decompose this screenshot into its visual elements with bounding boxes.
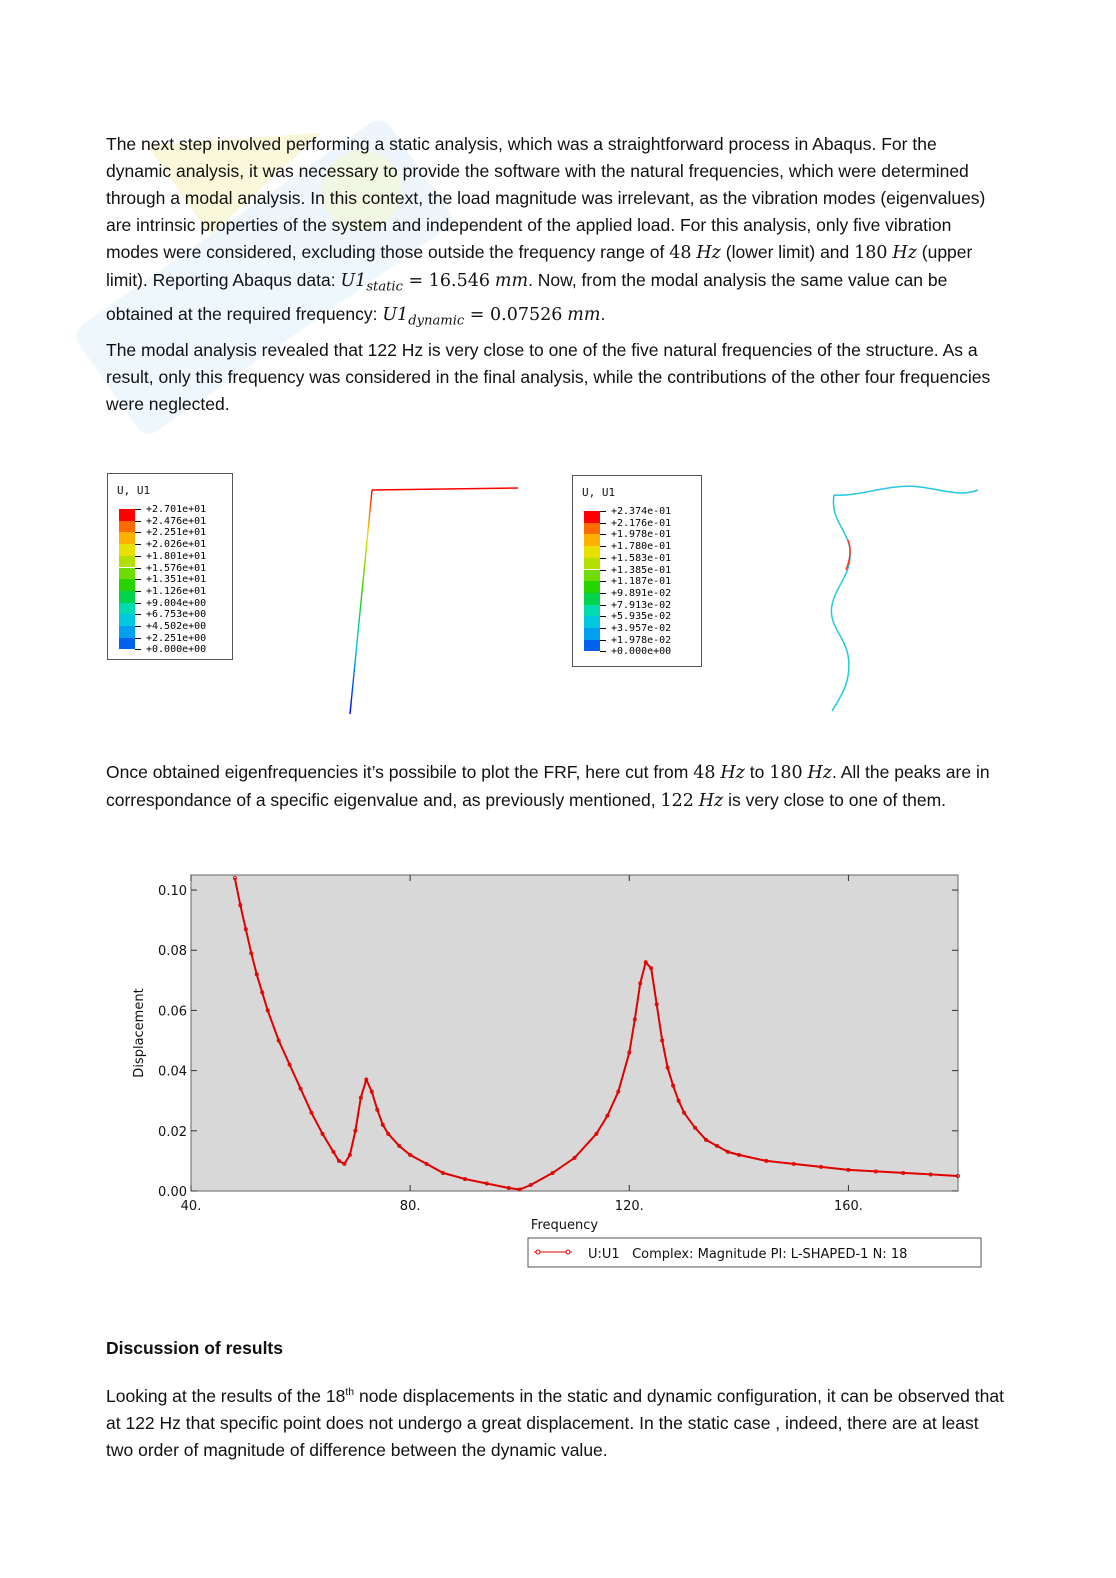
x-axis-label: Frequency	[530, 1218, 599, 1233]
legend-static-title: U, U1	[117, 484, 151, 497]
paragraph-static-analysis: The next step involved performing a static analysis, which was a straightforward process in Abaqus. For the dynamic analysis, it was necessary to provide the software with the natural frequencies, which were determined through a modal analysis. In this context, the load magnitude was irrelevant, as the vibration modes (eigenvalues) are intrinsic properties of the system and independent of the applied load. For this analysis, only five vibration modes were considered, excluding those outside the frequency range of 48 Hz (lower limit) and 180 Hz (upper limit). Reporting Abaqus data: $U1_{static} = 16.546$ mm. Now, from the modal analysis the same value can be obtained at the required frequency: $U1_{dynamic} = 0.07526$ mm.	[106, 134, 986, 328]
colorbar-label: +5.935e-02	[611, 611, 672, 623]
section-title: Discussion of results	[106, 1338, 283, 1358]
colorbar-label: +1.351e+01	[146, 574, 207, 586]
colorbar-label: +1.126e+01	[146, 585, 207, 597]
colorbar-label: +2.374e-01	[611, 506, 672, 517]
colorbar-label: +0.000e+00	[611, 646, 672, 658]
x-tick-label: 160.	[833, 1199, 863, 1214]
colorbar-label: +9.004e+00	[146, 597, 207, 609]
colorbar-label: +2.701e+01	[146, 504, 207, 515]
colorbar-label: +2.026e+01	[146, 539, 207, 551]
colorbar-label: +2.476e+01	[146, 515, 207, 527]
y-tick-label: 0.10	[158, 884, 187, 900]
colorbar-label: +1.583e-01	[611, 552, 672, 564]
colorbar-label: +1.385e-01	[611, 564, 672, 576]
colorbar-label: +1.780e-01	[611, 541, 672, 553]
legend-label: U:U1 Complex: Magnitude PI: L-SHAPED-1 N: 18	[588, 1247, 908, 1262]
colorbar-label: +1.801e+01	[146, 550, 207, 562]
colorbar-label: +1.576e+01	[146, 562, 207, 574]
colorbar-label: +2.176e-01	[611, 517, 672, 529]
colorbar-label: +4.502e+00	[146, 621, 207, 632]
paragraph-modal-analysis: The modal analysis revealed that 122 Hz is very close to one of the five natural frequencies of the structure. As a result, only this frequency was considered in the final analysis, while the contributions of the other four frequencies were neglected.	[106, 340, 991, 414]
plot-area	[191, 875, 958, 1191]
colorbar-label: +2.251e+01	[146, 527, 207, 539]
colorbar-label: +1.978e-01	[611, 529, 672, 541]
y-tick-label: 0.08	[158, 944, 187, 960]
x-tick-label: 80.	[399, 1199, 421, 1214]
colorbar-label: +2.251e+00	[146, 632, 207, 644]
colorbar-label: +0.000e+00	[146, 644, 207, 656]
legend-swatch-marker	[566, 1250, 570, 1254]
colorbar-label: +6.753e+00	[146, 609, 207, 621]
paragraph-frf: Once obtained eigenfrequencies it’s possibile to plot the FRF, here cut from 48 Hz to 180 Hz. All the peaks are in correspondance of a specific eigenvalue and, as previously mentioned, 122 Hz is very close to one of them.	[106, 762, 990, 811]
y-tick-label: 0.04	[158, 1064, 187, 1080]
y-axis-label: Displacement	[132, 988, 147, 1078]
colorbar-label: +9.891e-02	[611, 587, 672, 599]
colorbar-label: +1.187e-01	[611, 576, 672, 588]
colorbar-label: +1.978e-02	[611, 634, 672, 646]
y-tick-label: 0.02	[158, 1124, 187, 1140]
y-tick-label: 0.06	[158, 1004, 187, 1020]
colorbar-label: +7.913e-02	[611, 599, 672, 611]
colorbar-label: +3.957e-02	[611, 623, 672, 634]
y-tick-label: 0.00	[158, 1185, 187, 1200]
legend-swatch-marker	[536, 1250, 540, 1254]
paragraph-discussion: Looking at the results of the 18th node displacements in the static and dynamic configuration, it can be observed that at 122 Hz that specific point does not undergo a great displacement. In the static case , indeed, there are at least two order of magnitude of difference between the dynamic value.	[106, 1385, 1004, 1460]
x-tick-label: 40.	[180, 1199, 202, 1214]
legend-dynamic-title: U, U1	[582, 486, 616, 499]
x-tick-label: 120.	[614, 1199, 644, 1214]
